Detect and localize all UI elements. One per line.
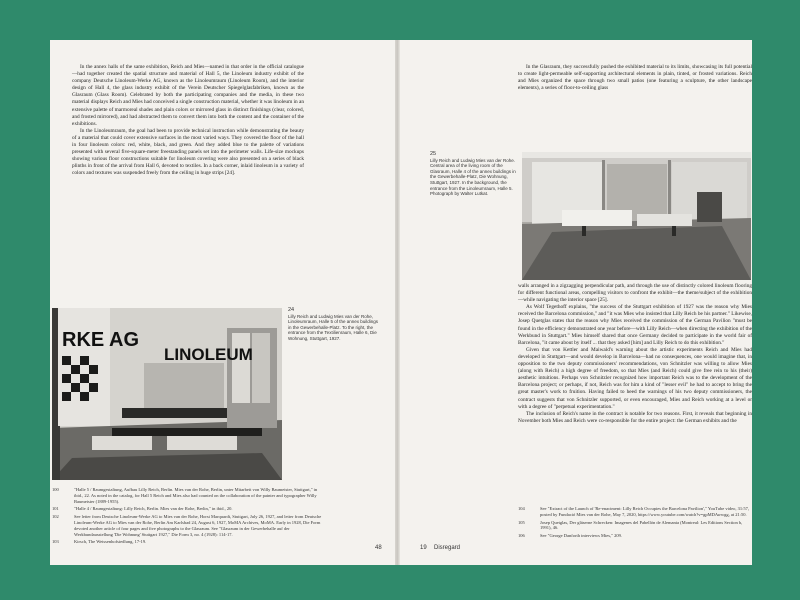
right-paragraph: As Wolf Tegethoff explains, "the success of the Stuttgart exhibition of 1927 was the reason why Mies received the Barcelona commission," and "it was Mies who insisted that Lilly Reich be his partner." Likewise, Josep Quetglas states that the reason why Mies received the commission of the German Pavilion "must be found in the efficiency demonstrated one year before—with Lilly Reich—when directing the exhibition of the Werkbund in Stuttgart." Mies himself shared that once Germany decided to participate in the world fair of Barcelona, "it came about by itself ... that they asked [him] and Lilly Reich to do this exhibition." bbox=[518, 304, 752, 346]
figure-25-photo bbox=[522, 152, 751, 280]
footnote-number: 105 bbox=[518, 519, 525, 525]
right-top-paragraph bbox=[518, 64, 752, 92]
glass-room-image bbox=[522, 152, 751, 280]
footnote-text: "Halle 4 / Raumgestaltung: Lilly Reich, Berlin. Mies van der Rohe, Berlin," in ibid., 20. bbox=[74, 506, 233, 512]
footnote bbox=[52, 487, 327, 504]
figure-24-number: 24 bbox=[288, 307, 295, 313]
right-body-text bbox=[518, 283, 752, 425]
figure-24-caption bbox=[288, 308, 380, 342]
footnote bbox=[518, 506, 752, 518]
right-paragraph: In the Glasraum, they successfully pushed the exhibited material to its limits, showcasing its full potential to create light-permeable self-supporting architectural elements in plain, tinted, or frosted variations. Reich and Mies organized the space through two small patios (one featuring a sculpture, the other landscape elements), a series of floor-to-ceiling glass bbox=[518, 64, 752, 92]
sign-linoleum: LINOLEUM bbox=[164, 345, 253, 364]
right-footnotes bbox=[518, 506, 752, 541]
footnote-number: 103 bbox=[52, 539, 59, 545]
footnote-number: 102 bbox=[52, 514, 59, 520]
figure-25-caption bbox=[430, 152, 516, 197]
footnote bbox=[518, 533, 752, 539]
figure-24-caption-text: Lilly Reich and Ludwig Mies van der Rohe, Linoleumraum, Halle 5 of the annex buildings in the Gewerbehalle-Platz. To the right, the entrance from the Textilienraum, Halle 6, Die Wohnung, Stuttgart, 1927. bbox=[288, 313, 379, 341]
linoleum-room-image bbox=[52, 308, 282, 480]
footnote-text: "Halle 5 / Raumgestaltung, Aufbau Lilly Reich, Berlin. Mies van der Rohe, Berlin, unter Mitarbeit von Willy Baumeister, Stuttgart," in ibid., 22. As noted in the catalog, for Hall 5 Reich and Mies also had counted on the collaboration of the painter and typographer Willy Baumeister (1889-1955). bbox=[74, 487, 318, 504]
footnote-number: 106 bbox=[518, 533, 525, 539]
footnote-text: See "George Danforth interviews Mies," 209. bbox=[540, 533, 622, 539]
running-head: Disregard bbox=[434, 545, 461, 551]
left-page-number: 48 bbox=[375, 545, 382, 551]
figure-25-caption-text: Lilly Reich and Ludwig Mies van der Rohe. Central area of the living room of the Glasraum, Halle 4 of the annex buildings in the Gewerbehalle-Platz, Die Wohnung, Stuttgart, 1927. In the background, the entrance from the Linoleumraum, Halle 5. Photograph by Walter Lutkat. bbox=[430, 157, 516, 197]
right-page-number: 19 bbox=[420, 545, 427, 551]
footnote-text: Josep Quetglas, Der gläserne Schrecken: Imagenes del Pabellón de Alemania (Montreal: Les Editions Section b, 1991), 46. bbox=[540, 519, 743, 531]
left-footnotes bbox=[52, 487, 327, 547]
right-page bbox=[400, 40, 752, 565]
footnote bbox=[52, 514, 327, 537]
footnote-text: Kirsch, The Weissenhofsiedlung, 17-19. bbox=[74, 539, 147, 545]
footnote-text: See letter from Deutsche Linoleum-Werke AG to Mies van der Rohe, Horst Marquardt, Stuttgart, July 26, 1927, and letter from Deutsche Linoleum-Werke AG to Mies van der Rohe, Berlin Am Karlsbad 24, August 6, 1927, MoMA Archives, MoMA. Early in 1928, Die Form devoted another article of four pages and five photographs to the Glasraum. See "Glasraum in der Gewerbehalle auf der Werkbundausstellung 'Die Wohnung' Stuttgart 1927," Die Form 3, no. 4 (1928): 114-17. bbox=[74, 514, 322, 537]
left-paragraph: In the annex halls of the same exhibition, Reich and Mies—named in that order in the official catalogue—had together created the spatial structure and material of Hall 5, the Linoleum industry exhibit of the company Deutsche Linoleum-Werke AG, known as the Linoleumraum (Linoleum Room), and the interior design of Hall 4, the glass industry exhibit of the Verein Deutscher Spiegelglasfabriken, known as the Glasraum (Glass Room). Celebrated by both the participating companies and the media, in these two material displays Reich and Mies had conceived a single construction material, whether it was linoleum in an extensive palette of marmoreal shades and plain colors or mirrored glass in distinct finishings (clear, colored, and frosted mirrored), and had abstracted them to convert them into both the content and the container of the exhibitions. bbox=[72, 64, 304, 127]
figure-25-number: 25 bbox=[430, 151, 437, 157]
figure-24-photo bbox=[52, 308, 282, 480]
left-body-text bbox=[72, 64, 304, 178]
footnote bbox=[52, 539, 327, 545]
left-paragraph: In the Linoleumraum, the goal had been to provide technical instruction while demonstrating the beauty of a material that could cover extensive surfaces in the most varied ways. They covered the floor of the hall in four linoleum colors: red, white, black, and green. And they added blue to the palette of variations presented with several five-square-meter freestanding panels set into the perimeter walls. Life-size mockups showing various floor constructions suitable for linoleum covering were also presented on a series of black plinths in front of the arrival from Hall 6, devoted to textiles. In a back corner, inlaid linoleum in a variety of colors and textures was suspended freely from the ceiling in huge strips [24]. bbox=[72, 127, 304, 177]
footnote-number: 101 bbox=[52, 506, 59, 512]
footnote-text: See "Extract of the Launch of 'Re-enactment: Lilly Reich Occupies the Barcelona Pavilion'," YouTube video, 31:57, posted by Fundació Mies van der Rohe, May 7, 2020, https://www.youtube.com/watch?v=gpMDAwwgg, at 21:50. bbox=[540, 506, 749, 517]
footnote-number: 104 bbox=[518, 506, 525, 511]
sign-rke-ag: RKE AG bbox=[62, 329, 140, 351]
footnote bbox=[52, 506, 327, 512]
right-paragraph: Given that von Kettler and Maiwald's warning about the artistic experiments Reich and Mies had developed in Stuttgart—and would develop in Barcelona—had no consequences, one would imagine that, in opposition to the two deputy commissioners' recommendations, von Schnitzler was willing to allow Mies (along with Reich) a high degree of freedom, so that Mies (and Reich) could give free rein to his (their) aesthetic intuitions. Perhaps von Schnitzler recognized how important Reich was to the development of the Barcelona project; or perhaps, if not, Reich was for him a kind of "lesser evil" he had to accept to bring the great master's work to fruition. Having failed to heed the warnings of his two deputy commissioners, the contract suggests that von Schnitzler supported, or even encouraged, Mies and Reich working at a level or with a degree of "perpetual experimentation." bbox=[518, 346, 752, 410]
right-paragraph: walls arranged in a zigzagging perpendicular path, and through the use of distinctly colored linoleum flooring for different functional areas, compelling visitors to confront the exhibit—the theme/subject of the exhibition—while navigating the interior space [25]. bbox=[518, 283, 752, 304]
footnote-number: 100 bbox=[52, 487, 59, 492]
footnote bbox=[518, 520, 752, 532]
right-paragraph: The inclusion of Reich's name in the contract is notable for two reasons. First, it reveals that beginning in November both Mies and Reich were co-responsible for the entire project: the German exhibits and the bbox=[518, 410, 752, 424]
left-page bbox=[50, 40, 395, 565]
